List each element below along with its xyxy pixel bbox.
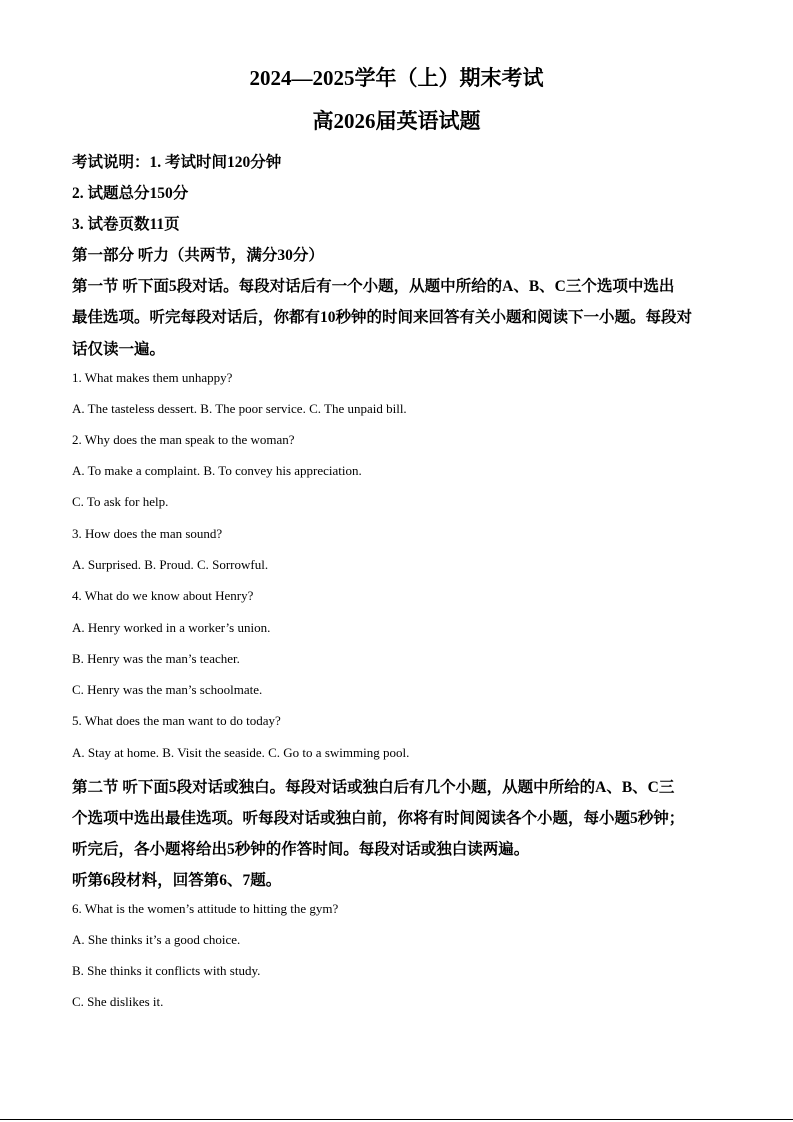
page-bottom-rule [0, 1119, 793, 1120]
exam-title: 2024—2025学年（上）期末考试 [249, 66, 544, 90]
question-6-option-a: A. She thinks it’s a good choice. [72, 932, 241, 947]
question-4-option-b: B. Henry was the man’s teacher. [72, 651, 240, 666]
section1-intro-line2: 最佳选项。听完每段对话后，你都有10秒钟的时间来回答有关小题和阅读下一小题。每段对 [72, 309, 693, 326]
instruction-time: 考试说明：1. 考试时间120分钟 [72, 154, 282, 171]
question-6-option-b: B. She thinks it conflicts with study. [72, 963, 261, 978]
question-6: 6. What is the women’s attitude to hitting the gym? [72, 901, 339, 916]
question-3: 3. How does the man sound? [72, 526, 223, 541]
material-6-heading: 听第6段材料，回答第6、7题。 [72, 872, 282, 889]
question-1-options: A. The tasteless dessert. B. The poor service. C. The unpaid bill. [72, 401, 407, 416]
part1-heading: 第一部分 听力（共两节，满分30分） [72, 247, 324, 264]
instruction-page-count: 3. 试卷页数11页 [72, 216, 180, 233]
question-5: 5. What does the man want to do today? [72, 713, 281, 728]
section1-intro-line1: 第一节 听下面5段对话。每段对话后有一个小题，从题中所给的A、B、C三个选项中选出 [72, 278, 675, 295]
section2-intro-line2: 个选项中选出最佳选项。听每段对话或独白前，你将有时间阅读各个小题，每小题5秒钟； [72, 810, 685, 827]
question-3-options: A. Surprised. B. Proud. C. Sorrowful. [72, 557, 269, 572]
question-2-options-line1: A. To make a complaint. B. To convey his appreciation. [72, 463, 362, 478]
question-4: 4. What do we know about Henry? [72, 588, 254, 603]
instruction-total-score: 2. 试题总分150分 [72, 185, 189, 202]
section2-intro-line3: 听完后，各小题将给出5秒钟的作答时间。每段对话或独白读两遍。 [72, 841, 530, 858]
section1-intro-line3: 话仅读一遍。 [72, 341, 166, 358]
section2-intro-line1: 第二节 听下面5段对话或独白。每段对话或独白后有几个小题，从题中所给的A、B、C三 [72, 779, 675, 796]
question-2: 2. Why does the man speak to the woman? [72, 432, 295, 447]
question-1: 1. What makes them unhappy? [72, 370, 233, 385]
question-5-options: A. Stay at home. B. Visit the seaside. C. Go to a swimming pool. [72, 745, 410, 760]
question-4-option-c: C. Henry was the man’s schoolmate. [72, 682, 263, 697]
exam-subtitle: 高2026届英语试题 [312, 109, 481, 133]
question-4-option-a: A. Henry worked in a worker’s union. [72, 620, 271, 635]
question-6-option-c: C. She dislikes it. [72, 994, 164, 1009]
question-2-options-line2: C. To ask for help. [72, 494, 169, 509]
